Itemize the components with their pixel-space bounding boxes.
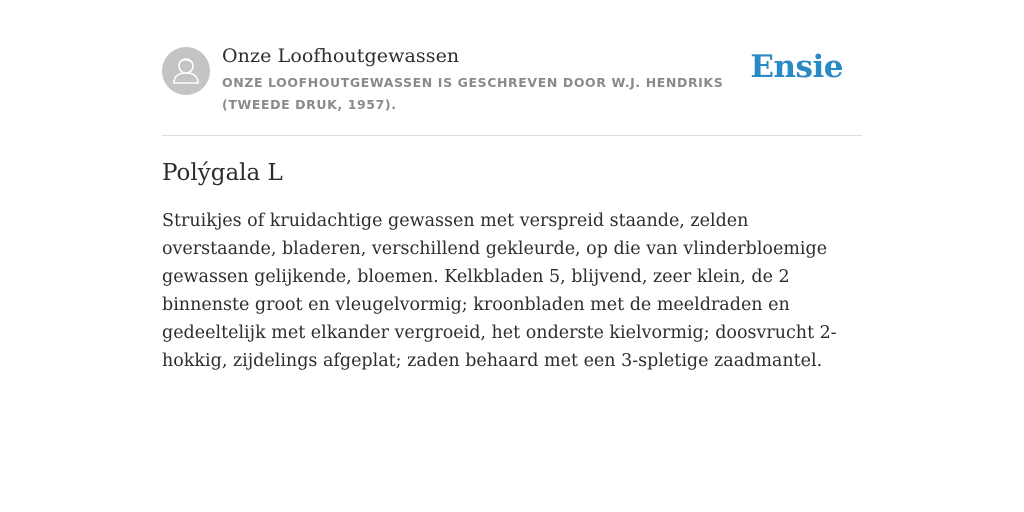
entry-title: Polýgala L (162, 160, 283, 186)
source-header (162, 45, 862, 136)
entry-body: Struikjes of kruidachtige gewassen met verspreid staande, zelden overstaande, bladeren, verschillend gekleurde, op die van vlinderbloemige gewassen gelijkende, bloemen. Kelkbladen 5, blijvend, zeer klein, de 2 binnenste groot en vleugelvormig; kroonbladen met de meeldraden en gedeeltelijk met elkander vergroeid, het onderste kielvormig; doosvrucht 2-hokkig, zijdelings afgeplat; zaden behaard met een 3-spletige zaadmantel. (162, 211, 837, 371)
source-description: ONZE LOOFHOUTGEWASSEN IS GESCHREVEN DOOR W.J. HENDRIKS (TWEEDE DRUK, 1957). (222, 75, 724, 112)
brand-logo[interactable]: Ensie (750, 49, 843, 85)
entry-card (162, 45, 862, 375)
source-avatar[interactable] (162, 47, 210, 95)
source-title[interactable]: Onze Loofhoutgewassen (222, 45, 460, 67)
user-icon (162, 47, 210, 95)
